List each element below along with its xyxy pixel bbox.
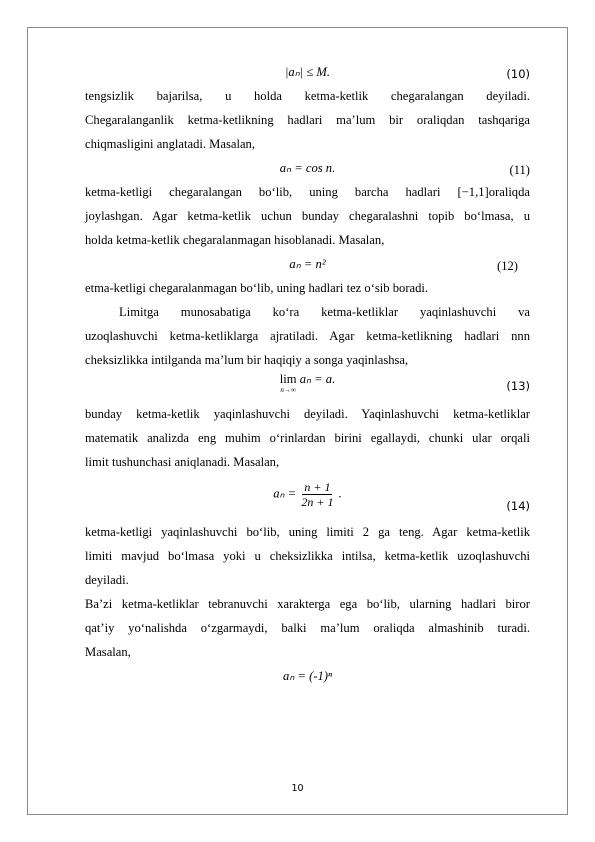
equation-number-12: (12)	[497, 259, 518, 273]
formula-14-denominator: 2n + 1	[301, 495, 334, 509]
paragraph-5-line-1: bunday ketma-ketlik yaqinlashuvchi deyiladi. Yaqinlashuvchi ketma-ketliklar	[85, 407, 530, 421]
formula-14-fraction	[299, 480, 335, 509]
paragraph-5-line-3: limit tushunchasi aniqlanadi. Masalan,	[85, 455, 280, 469]
formula-10-expression: |aₙ| ≤ M.	[284, 65, 331, 79]
formula-14-lhs: aₙ =	[273, 486, 297, 501]
paragraph-1-line-3: chiqmasligini anglatadi. Masalan,	[85, 137, 255, 151]
formula-14-numerator: n + 1	[304, 480, 331, 494]
formula-15	[85, 664, 530, 688]
paragraph-6-line-1: ketma-ketligi yaqinlashuvchi bo‘lib, uning limiti 2 ga teng. Agar ketma-ketlik	[85, 525, 530, 539]
paragraph-7-line-1: Ba’zi ketma-ketliklar tebranuvchi xarakterga ega bo‘lib, ularning hadlari biror	[85, 597, 530, 611]
formula-13	[85, 372, 530, 402]
paragraph-2-line-1: ketma-ketligi chegaralangan bo‘lib, uning barcha hadlari [−1,1]oraliqda	[85, 185, 530, 199]
page-number: 10	[291, 783, 304, 794]
formula-13-limit-subscript: n→∞	[280, 386, 296, 394]
paragraph-1-line-1: tengsizlik bajarilsa, u holda ketma-ketlik chegaralangan deyiladi.	[85, 89, 530, 103]
paragraph-2-line-3: holda ketma-ketlik chegaralanmagan hisoblanadi. Masalan,	[85, 233, 385, 247]
paragraph-1-line-2: Chegaralanganlik ketma-ketlikning hadlari ma’lum bir oraliqdan tashqariga	[85, 113, 530, 127]
paragraph-6-line-3: deyiladi.	[85, 573, 129, 587]
formula-12	[85, 252, 530, 276]
paragraph-4-line-3: cheksizlikka intilganda ma’lum bir haqiqiy a songa yaqinlashsa,	[85, 353, 409, 367]
equation-number-13: (13)	[506, 379, 530, 393]
formula-14	[85, 474, 530, 520]
paragraph-7-line-3: Masalan,	[85, 645, 131, 659]
formula-15-expression: aₙ = (-1)ⁿ	[283, 669, 332, 683]
formula-14-expression	[273, 474, 342, 509]
formula-11-expression: aₙ = cos n.	[279, 161, 336, 175]
equation-number-11: (11)	[509, 163, 530, 177]
formula-13-expression-body: aₙ = a.	[299, 372, 336, 386]
paragraph-6-line-2: limiti mavjud bo‘lmasa yoki u cheksizlikka intilsa, ketma-ketlik uzoqlashuvchi	[85, 549, 530, 563]
formula-13-expression: lim n→∞ aₙ = a.	[279, 372, 336, 394]
paragraph-4-line-1: Limitga munosabatiga ko‘ra ketma-ketliklar yaqinlashuvchi va	[119, 305, 530, 319]
paragraph-2-line-2: joylashgan. Agar ketma-ketlik uchun bunday chegaralashni topib bo‘lmasa, u	[85, 209, 530, 223]
equation-number-10: (10)	[506, 67, 530, 81]
paragraph-4-line-2: uzoqlashuvchi ketma-ketliklarga ajratiladi. Agar ketma-ketlikning hadlari nnn	[85, 329, 530, 343]
paragraph-5-line-2: matematik analizda eng muhim o‘rinlardan birini egallaydi, chunki ular orqali	[85, 431, 530, 445]
document-body	[85, 60, 530, 688]
paragraph-3: etma-ketligi chegaralanmagan bo‘lib, uning hadlari tez o‘sib boradi.	[85, 281, 429, 295]
formula-11	[85, 156, 530, 180]
formula-14-tail: .	[338, 486, 342, 501]
formula-12-expression: aₙ = n²	[289, 257, 326, 271]
equation-number-14: (14)	[506, 499, 530, 513]
formula-10	[85, 60, 530, 84]
paragraph-7-line-2: qat’iy yo‘nalishda o‘zgarmaydi, balki ma’lum oraliqda almashinib turadi.	[85, 621, 530, 635]
